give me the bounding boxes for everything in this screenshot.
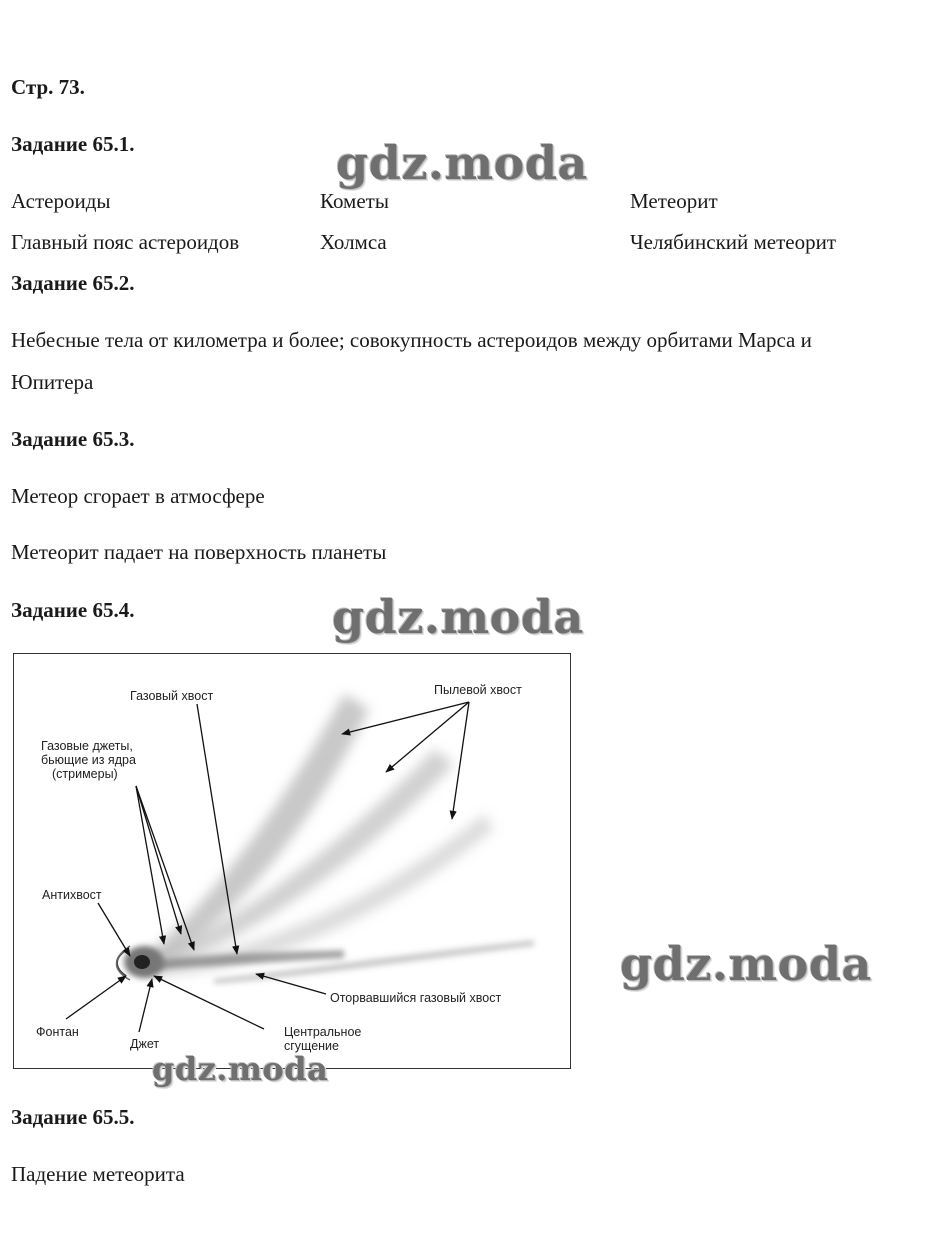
task-65-5-text: Падение метеорита (11, 1162, 185, 1186)
label-jet: Джет (130, 1037, 160, 1051)
page-reference: Стр. 73. (11, 75, 85, 99)
label-central-condensation: сгущение (284, 1039, 339, 1053)
label-gas-jets: Газовые джеты, (41, 739, 133, 753)
comet-diagram-svg (14, 654, 570, 1068)
task-65-5-title: Задание 65.5. (11, 1105, 135, 1129)
comet-diagram (13, 653, 571, 1069)
task-65-1-cell: Астероиды (11, 189, 111, 213)
task-65-1-cell: Холмса (320, 230, 387, 254)
label-gas-jets: бьющие из ядра (41, 753, 136, 767)
watermark-logo: gdz.moda (620, 937, 872, 991)
label-detached-gas-tail: Оторвавшийся газовый хвост (330, 991, 502, 1005)
task-65-1-cell: Челябинский метеорит (630, 230, 837, 254)
label-central-condensation: Центральное (284, 1025, 362, 1039)
label-fountain: Фонтан (36, 1025, 79, 1039)
task-65-1-cell: Метеорит (630, 189, 718, 213)
task-65-3-title: Задание 65.3. (11, 427, 135, 451)
label-antitail: Антихвост (42, 888, 102, 902)
label-gas-tail: Газовый хвост (130, 689, 214, 703)
watermark-logo: gdz.moda (332, 590, 584, 644)
task-65-2-text: Небесные тела от километра и более; совокупность астероидов между орбитами Марса и (11, 328, 812, 352)
task-65-2-text: Юпитера (11, 370, 94, 394)
watermark-logo: gdz.moda (152, 1050, 329, 1088)
watermark-logo: gdz.moda (336, 136, 588, 190)
task-65-3-text: Метеорит падает на поверхность планеты (11, 540, 387, 564)
task-65-2-title: Задание 65.2. (11, 271, 135, 295)
task-65-4-title: Задание 65.4. (11, 598, 135, 622)
task-65-3-text: Метеор сгорает в атмосфере (11, 484, 265, 508)
task-65-1-cell: Главный пояс астероидов (11, 230, 240, 254)
label-dust-tail: Пылевой хвост (434, 683, 522, 697)
label-gas-jets: (стримеры) (52, 767, 118, 781)
task-65-1-cell: Кометы (320, 189, 389, 213)
task-65-1-title: Задание 65.1. (11, 132, 135, 156)
